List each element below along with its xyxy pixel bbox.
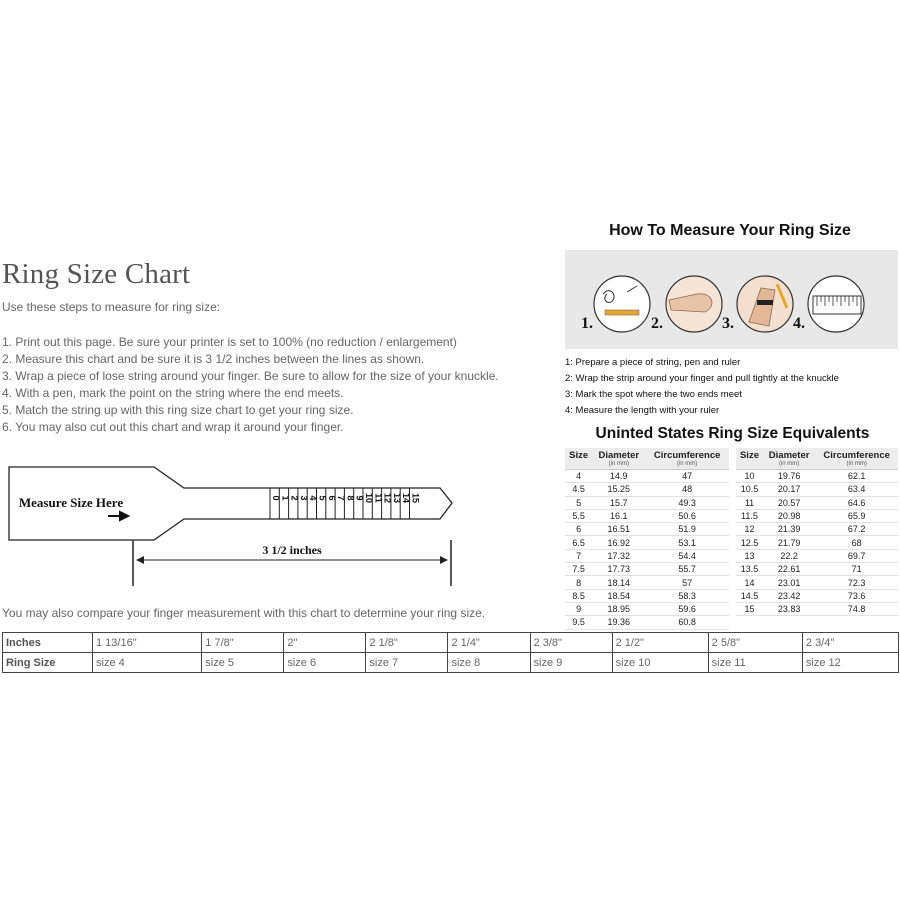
table-cell: 1 13/16" bbox=[93, 633, 202, 653]
table-cell: 7 bbox=[565, 549, 592, 562]
instruction-step: 6. You may also cut out this chart and wrap it around your finger. bbox=[2, 420, 344, 434]
table-cell: 2 3/8" bbox=[530, 633, 612, 653]
ruler-tick-label: 5 bbox=[317, 495, 328, 501]
table-cell: 17.32 bbox=[592, 549, 645, 562]
table-cell: 57 bbox=[645, 576, 729, 589]
ruler-tick-label: 15 bbox=[410, 492, 421, 504]
table-cell: size 11 bbox=[708, 653, 802, 673]
conversion-row-inches bbox=[3, 633, 899, 653]
table-row bbox=[736, 470, 898, 483]
table-cell: 1 7/8" bbox=[202, 633, 284, 653]
ruler-tick-label: 8 bbox=[345, 495, 356, 501]
table-row bbox=[736, 576, 898, 589]
table-cell: 2 3/4" bbox=[802, 633, 898, 653]
instruction-step: 4. With a pen, mark the point on the string where the end meets. bbox=[2, 386, 344, 400]
table-cell: 11.5 bbox=[736, 509, 763, 522]
ruler-tick-label: 11 bbox=[373, 493, 384, 503]
table-cell: 20.98 bbox=[763, 509, 815, 522]
ruler-tick-label: 14 bbox=[401, 492, 412, 504]
panel-number-1: 1. bbox=[581, 315, 593, 332]
table-cell: 20.57 bbox=[763, 496, 815, 509]
table-row bbox=[565, 483, 729, 496]
intro-text: Use these steps to measure for ring size: bbox=[2, 300, 221, 314]
ruler-tick-label: 7 bbox=[336, 495, 347, 501]
table-cell: 17.73 bbox=[592, 563, 645, 576]
table-row bbox=[565, 549, 729, 562]
table-cell: 12 bbox=[736, 523, 763, 536]
table-cell: 6.5 bbox=[565, 536, 592, 549]
table-row bbox=[736, 483, 898, 496]
table-row bbox=[736, 509, 898, 522]
instruction-step: 2. Measure this chart and be sure it is 3 1/2 inches between the lines as shown. bbox=[2, 352, 425, 366]
table-cell: 15.7 bbox=[592, 496, 645, 509]
table-cell: 16.51 bbox=[592, 523, 645, 536]
table-cell: 22.61 bbox=[763, 563, 815, 576]
table-row bbox=[565, 589, 729, 602]
table-cell: 20.17 bbox=[763, 483, 815, 496]
table-cell: 14.9 bbox=[592, 470, 645, 483]
column-header: Size bbox=[736, 448, 763, 470]
panel-number-2: 2. bbox=[651, 315, 663, 332]
table-cell: 53.1 bbox=[645, 536, 729, 549]
table-cell: 23.83 bbox=[763, 602, 815, 615]
page-title: Ring Size Chart bbox=[2, 258, 191, 290]
instruction-step: 3. Wrap a piece of lose string around your finger. Be sure to allow for the size of your knuckle. bbox=[2, 369, 499, 383]
table-cell: 48 bbox=[645, 483, 729, 496]
panel-number-4: 4. bbox=[793, 315, 805, 332]
table-cell: 8.5 bbox=[565, 589, 592, 602]
table-cell: size 7 bbox=[366, 653, 448, 673]
ruler-tick-label: 0 bbox=[271, 495, 281, 501]
table-row bbox=[736, 523, 898, 536]
column-header: Diameter (in mm) bbox=[592, 448, 645, 470]
table-cell: 10 bbox=[736, 470, 763, 483]
table-row bbox=[736, 589, 898, 602]
column-header: Circumference (in mm) bbox=[815, 448, 898, 470]
table-cell: 74.8 bbox=[815, 602, 898, 615]
table-cell: 63.4 bbox=[815, 483, 898, 496]
table-cell: size 4 bbox=[93, 653, 202, 673]
table-cell: 72.3 bbox=[815, 576, 898, 589]
ruler-tick-label: 2 bbox=[289, 495, 300, 501]
howto-illustrations bbox=[565, 250, 898, 349]
string-pen-icon bbox=[594, 276, 650, 332]
table-cell: 69.7 bbox=[815, 549, 898, 562]
ruler-tick-label: 13 bbox=[391, 492, 402, 504]
equivalents-table-left bbox=[565, 448, 729, 630]
table-cell: 55.7 bbox=[645, 563, 729, 576]
column-header: Circumference (in mm) bbox=[645, 448, 729, 470]
panel-number-3: 3. bbox=[722, 315, 734, 332]
table-cell: 19.36 bbox=[592, 616, 645, 629]
table-cell: 18.54 bbox=[592, 589, 645, 602]
table-row bbox=[736, 563, 898, 576]
table-cell: 21.79 bbox=[763, 536, 815, 549]
howto-title: How To Measure Your Ring Size bbox=[609, 222, 851, 239]
table-cell: 14.5 bbox=[736, 589, 763, 602]
table-cell: 50.6 bbox=[645, 509, 729, 522]
table-cell: size 12 bbox=[802, 653, 898, 673]
table-cell: 23.01 bbox=[763, 576, 815, 589]
ring-sizer-ruler bbox=[8, 462, 460, 592]
length-label: 3 1/2 inches bbox=[262, 543, 322, 557]
ruler-tick-label: 4 bbox=[308, 495, 319, 501]
row-label: Ring Size bbox=[3, 653, 93, 673]
table-cell: 15 bbox=[736, 602, 763, 615]
equivalents-table-right bbox=[736, 448, 898, 616]
table-cell: 2 5/8" bbox=[708, 633, 802, 653]
table-cell: 14 bbox=[736, 576, 763, 589]
table-row bbox=[565, 496, 729, 509]
column-header: Diameter (in mm) bbox=[763, 448, 815, 470]
table-cell: 13 bbox=[736, 549, 763, 562]
conversion-row-sizes bbox=[3, 653, 899, 673]
row-label: Inches bbox=[3, 633, 93, 653]
table-cell: 7.5 bbox=[565, 563, 592, 576]
howto-step: 4: Measure the length with your ruler bbox=[565, 405, 720, 416]
table-row bbox=[565, 563, 729, 576]
table-cell: 2" bbox=[284, 633, 366, 653]
table-cell: 16.92 bbox=[592, 536, 645, 549]
table-cell: 23.42 bbox=[763, 589, 815, 602]
arrow-left-icon bbox=[136, 556, 144, 564]
ruler-tick-label: 10 bbox=[364, 492, 374, 504]
instruction-list bbox=[2, 334, 499, 436]
table-row bbox=[565, 616, 729, 629]
howto-steps bbox=[565, 355, 839, 419]
table-cell: 51.9 bbox=[645, 523, 729, 536]
table-cell: 47 bbox=[645, 470, 729, 483]
table-cell: 73.6 bbox=[815, 589, 898, 602]
table-cell: 58.3 bbox=[645, 589, 729, 602]
table-cell: 18.95 bbox=[592, 602, 645, 615]
table-cell: 8 bbox=[565, 576, 592, 589]
table-cell: size 8 bbox=[448, 653, 530, 673]
table-row bbox=[565, 523, 729, 536]
howto-step: 1: Prepare a piece of string, pen and ruler bbox=[565, 357, 741, 368]
arrow-right-end-icon bbox=[440, 556, 448, 564]
table-cell: 21.39 bbox=[763, 523, 815, 536]
howto-step: 2: Wrap the strip around your finger and pull tightly at the knuckle bbox=[565, 373, 839, 384]
table-row bbox=[565, 536, 729, 549]
table-cell: size 6 bbox=[284, 653, 366, 673]
table-row bbox=[565, 509, 729, 522]
table-cell: 49.3 bbox=[645, 496, 729, 509]
table-cell: 60.8 bbox=[645, 616, 729, 629]
table-cell: 2 1/8" bbox=[366, 633, 448, 653]
table-cell: size 5 bbox=[202, 653, 284, 673]
instruction-step: 1. Print out this page. Be sure your printer is set to 100% (no reduction / enlargement) bbox=[2, 335, 457, 349]
table-cell: 9.5 bbox=[565, 616, 592, 629]
table-cell: 10.5 bbox=[736, 483, 763, 496]
equivalents-title: Uninted States Ring Size Equivalents bbox=[595, 425, 870, 442]
conversion-table bbox=[2, 632, 899, 673]
ruler-tick-label: 9 bbox=[354, 495, 365, 501]
table-cell: 64.6 bbox=[815, 496, 898, 509]
table-row bbox=[736, 549, 898, 562]
instruction-step: 5. Match the string up with this ring size chart to get your ring size. bbox=[2, 403, 354, 417]
table-cell: 67.2 bbox=[815, 523, 898, 536]
table-cell: 68 bbox=[815, 536, 898, 549]
table-cell: 5.5 bbox=[565, 509, 592, 522]
table-cell: 11 bbox=[736, 496, 763, 509]
table-cell: 16.1 bbox=[592, 509, 645, 522]
table-cell: 18.14 bbox=[592, 576, 645, 589]
table-cell: 2 1/2" bbox=[612, 633, 708, 653]
table-row bbox=[565, 602, 729, 615]
table-cell: size 9 bbox=[530, 653, 612, 673]
table-cell: 6 bbox=[565, 523, 592, 536]
table-cell: 59.6 bbox=[645, 602, 729, 615]
table-cell: 15.25 bbox=[592, 483, 645, 496]
table-cell: 9 bbox=[565, 602, 592, 615]
compare-text: You may also compare your finger measurement with this chart to determine your ring size. bbox=[2, 606, 486, 620]
table-cell: 54.4 bbox=[645, 549, 729, 562]
howto-step: 3: Mark the spot where the two ends meet bbox=[565, 389, 742, 400]
table-row bbox=[565, 576, 729, 589]
table-cell: 22.2 bbox=[763, 549, 815, 562]
table-cell: size 10 bbox=[612, 653, 708, 673]
table-row bbox=[736, 536, 898, 549]
table-cell: 4.5 bbox=[565, 483, 592, 496]
table-row bbox=[736, 496, 898, 509]
column-header: Size bbox=[565, 448, 592, 470]
table-cell: 71 bbox=[815, 563, 898, 576]
ruler-tick-label: 12 bbox=[382, 492, 393, 504]
table-cell: 62.1 bbox=[815, 470, 898, 483]
table-row bbox=[736, 602, 898, 615]
table-cell: 4 bbox=[565, 470, 592, 483]
table-cell: 2 1/4" bbox=[448, 633, 530, 653]
table-cell: 13.5 bbox=[736, 563, 763, 576]
table-cell: 19.76 bbox=[763, 470, 815, 483]
ruler-tick-label: 3 bbox=[298, 495, 309, 501]
table-row bbox=[565, 470, 729, 483]
ruler-tick-label: 6 bbox=[326, 495, 337, 501]
table-cell: 5 bbox=[565, 496, 592, 509]
table-cell: 65.9 bbox=[815, 509, 898, 522]
ruler-label: Measure Size Here bbox=[18, 495, 124, 510]
ruler-tick-label: 1 bbox=[280, 495, 291, 501]
table-cell: 12.5 bbox=[736, 536, 763, 549]
